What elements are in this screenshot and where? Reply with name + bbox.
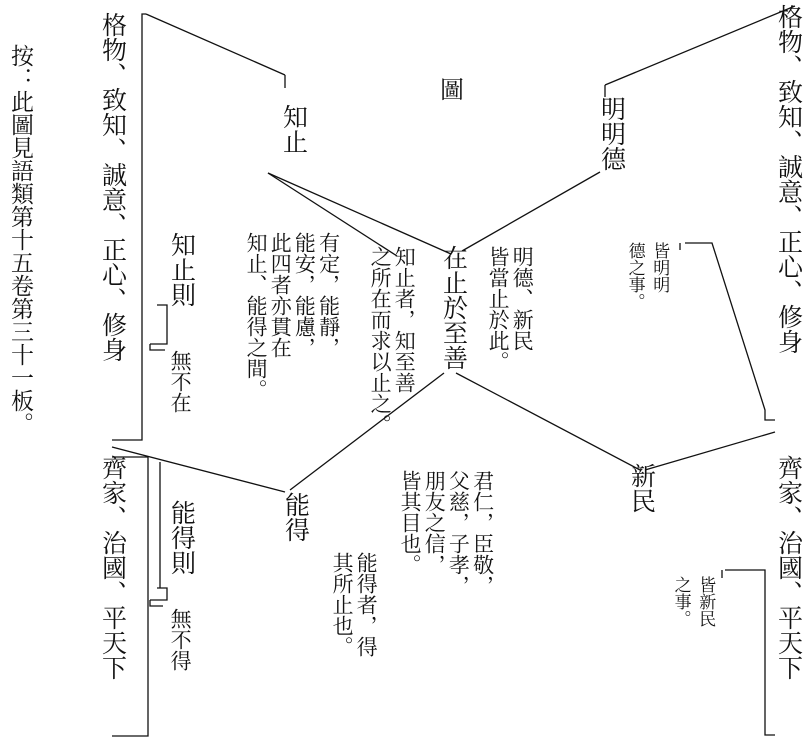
line-zhishan-to-xinmin xyxy=(456,373,640,470)
node-neng-de-ze: 能得則 xyxy=(167,500,197,575)
annotation-jie-xin-min: 皆新民 之事。 xyxy=(670,576,716,627)
line-xinmin-to-right xyxy=(645,432,775,470)
annotation-zhi-zhi-zhe: 知止者，知至善 之所在而求以止之。 xyxy=(368,246,417,435)
right-bottom-column: 齊家、治國、平天下 xyxy=(774,455,804,680)
bracket-right-top xyxy=(685,243,775,420)
node-zhi-zhi-ze: 知止則 xyxy=(167,232,197,307)
title-label: 圖 xyxy=(440,76,464,104)
node-zhi-zhi: 知止 xyxy=(279,104,309,154)
annotation-you-ding: 有定，能靜， 能安，能慮， 此四者亦貫在 知止、能得之間。 xyxy=(244,232,341,400)
node-zai-zhi-yu-zhi-shan: 在止於至善 xyxy=(439,245,469,370)
annotation-jun-ren: 君仁，臣敬， 父慈，子孝， 朋友之信， 皆其目也。 xyxy=(398,470,495,596)
node-neng-de: 能得 xyxy=(281,492,311,542)
left-bottom-column: 齊家、治國、平天下 xyxy=(98,455,128,680)
annotation-wu-bu-de: 無不得 xyxy=(168,608,193,671)
right-top-column: 格物、致知、誠意、正心、修身 xyxy=(774,4,804,354)
annotation-wu-bu-zai: 無不在 xyxy=(168,350,193,413)
note-text: 按：此圖見語類第十五卷第三十一板。 xyxy=(7,44,33,435)
line-right-to-mingde xyxy=(605,6,795,85)
annotation-jie-ming-ming: 皆明明 德之事。 xyxy=(624,242,670,310)
node-ming-ming-de: 明明德 xyxy=(597,96,627,171)
annotation-neng-de-zhe: 能得者，得 其所止也。 xyxy=(330,552,379,657)
annotation-ming-de-xin-min: 明德、新民 皆當止於此。 xyxy=(486,246,535,372)
line-left-to-zhizhi xyxy=(146,14,285,75)
bracket-right-bottom xyxy=(725,570,775,735)
node-xin-min: 新民 xyxy=(627,463,657,513)
line-mingde-to-zhishan xyxy=(462,172,600,251)
left-top-column: 格物、致知、誠意、正心、修身 xyxy=(98,12,128,362)
